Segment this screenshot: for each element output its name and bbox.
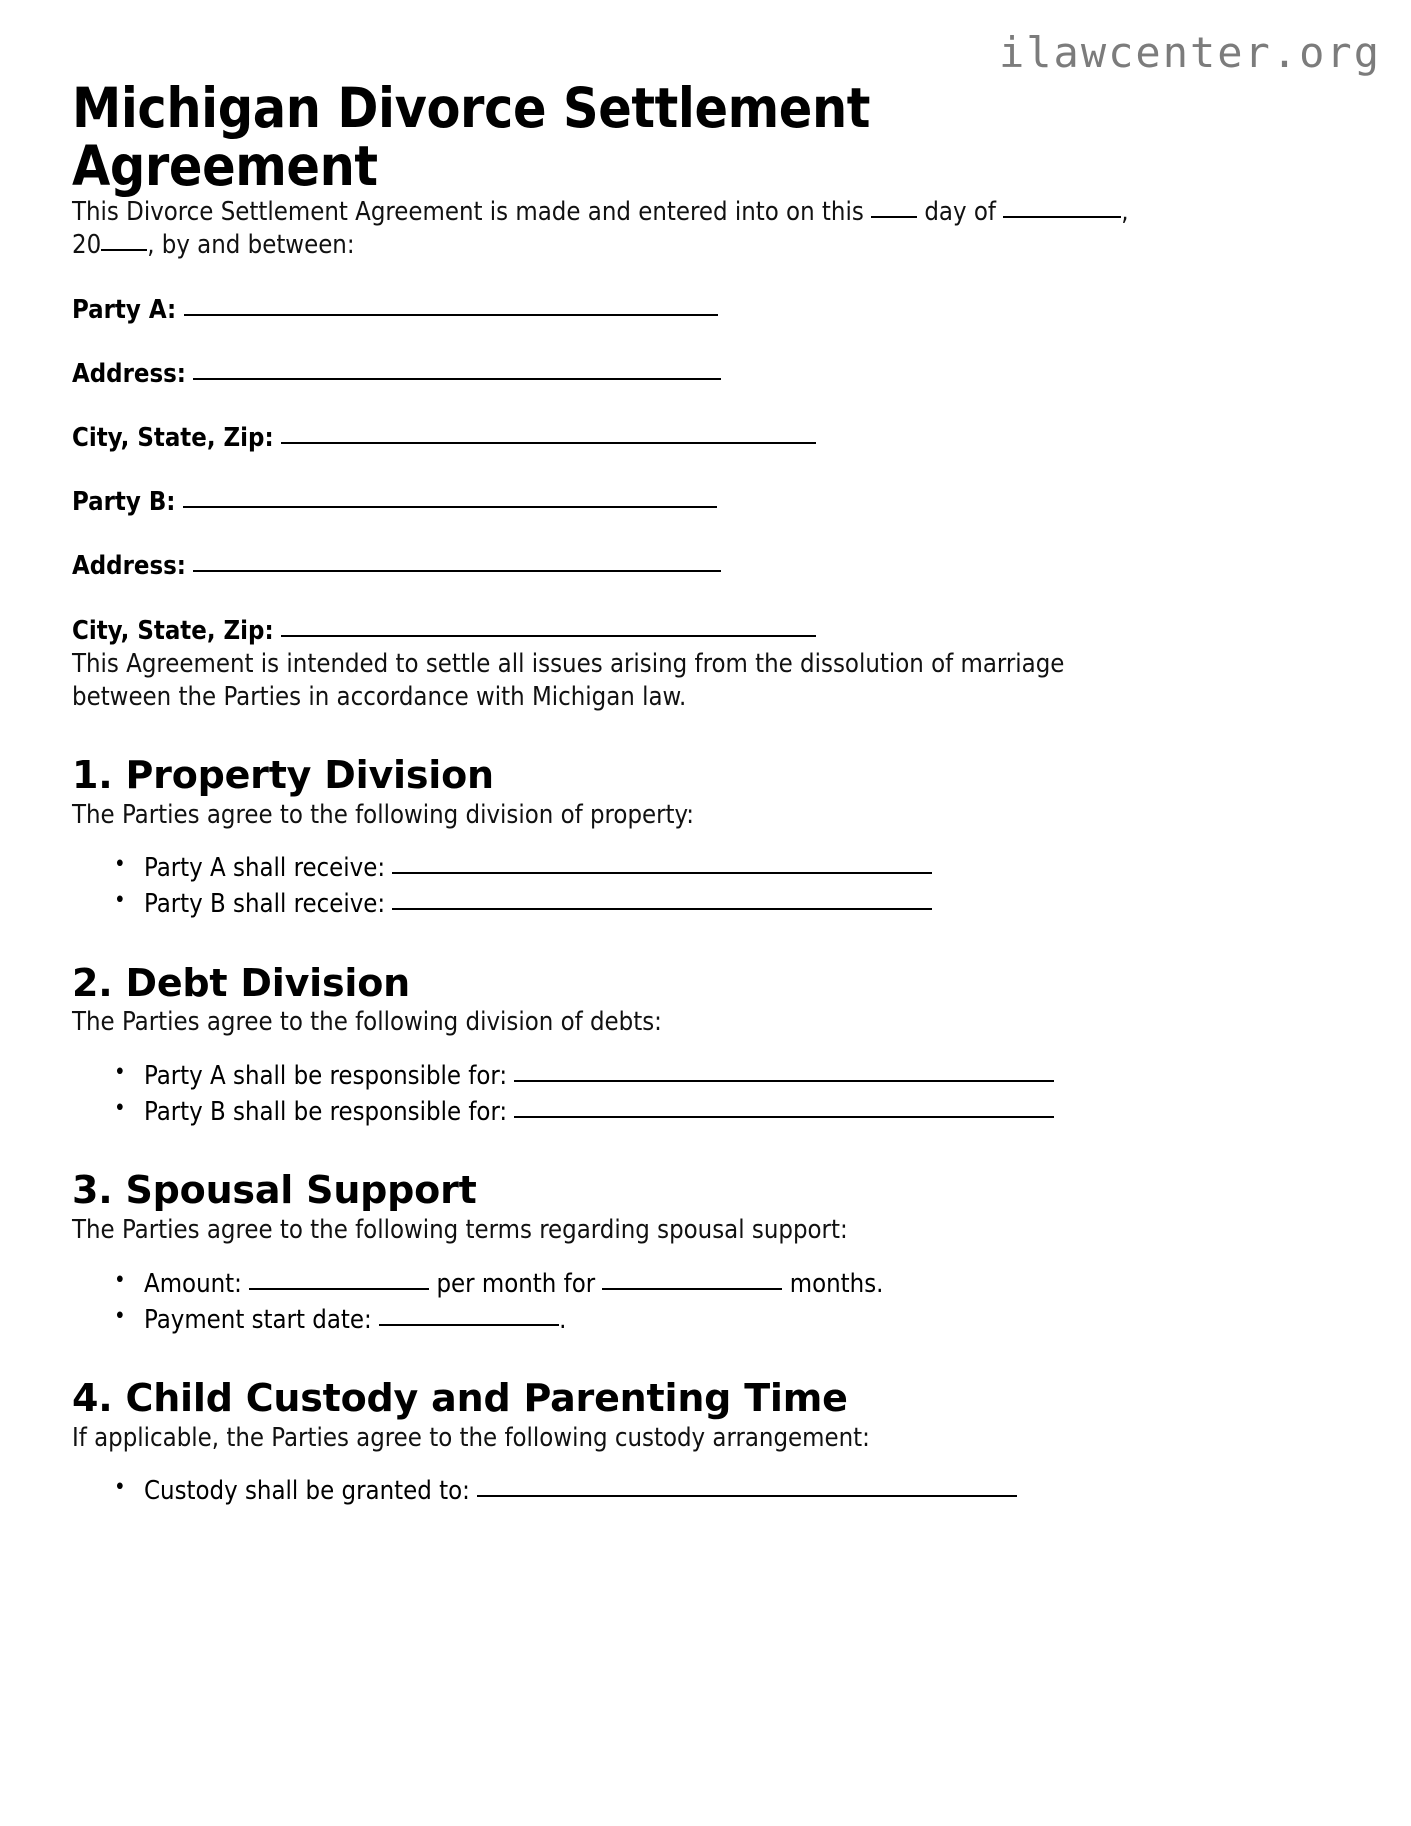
section-intro-spousal-support: The Parties agree to the following terms regarding spousal support: xyxy=(72,1214,848,1245)
bullet-label-party-b-debt: Party B shall be responsible for: xyxy=(144,1097,508,1128)
blank-party-b-receive[interactable] xyxy=(392,908,932,910)
blank-day xyxy=(871,216,917,218)
list-item xyxy=(114,1473,1339,1509)
intro-part4: , by and between: xyxy=(147,230,355,261)
bullet-list-child-custody xyxy=(72,1473,1339,1509)
blank-address-b[interactable] xyxy=(193,570,721,572)
intro-paragraph xyxy=(72,196,1162,263)
blank-party-a-debt[interactable] xyxy=(514,1080,1054,1082)
section-heading-debt-division: 2. Debt Division xyxy=(72,960,410,1005)
bullet-list-spousal-support xyxy=(72,1266,1339,1338)
bullet-tail-months: months. xyxy=(789,1268,884,1299)
blank-party-b[interactable] xyxy=(183,506,717,508)
field-label-address-a: Address: xyxy=(72,358,186,389)
blank-citystatezip-a[interactable] xyxy=(281,442,816,444)
bullet-list-property-division xyxy=(72,850,1339,922)
field-citystatezip-a xyxy=(72,422,1339,455)
field-label-party-a: Party A: xyxy=(72,294,177,325)
field-label-citystatezip-a: City, State, Zip: xyxy=(72,423,274,454)
blank-party-b-debt[interactable] xyxy=(514,1116,1054,1118)
blank-amount[interactable] xyxy=(249,1288,429,1290)
section-heading-property-division: 1. Property Division xyxy=(72,752,494,797)
bullet-list-debt-division xyxy=(72,1058,1339,1130)
bullet-label-custody-granted: Custody shall be granted to: xyxy=(144,1476,470,1507)
intro-part2: day of xyxy=(917,196,1004,227)
site-watermark: ilawcenter.org xyxy=(998,28,1381,77)
blank-party-a[interactable] xyxy=(184,314,718,316)
field-label-citystatezip-b: City, State, Zip: xyxy=(72,615,274,646)
blank-month xyxy=(1003,216,1121,218)
bullet-tail-period: . xyxy=(559,1304,567,1335)
blank-address-a[interactable] xyxy=(193,378,721,380)
bullet-label-party-a-receive: Party A shall receive: xyxy=(144,853,386,884)
list-item xyxy=(114,1266,1339,1302)
section-intro-debt-division: The Parties agree to the following division of debts: xyxy=(72,1007,662,1038)
bullet-label-amount: Amount: xyxy=(144,1268,242,1299)
field-label-address-b: Address: xyxy=(72,551,186,582)
list-item xyxy=(114,1058,1339,1094)
field-party-b xyxy=(72,486,1339,519)
field-party-a xyxy=(72,294,1339,327)
section-heading-child-custody: 4. Child Custody and Parenting Time xyxy=(72,1375,848,1420)
page-title: Michigan Divorce Settlement Agreement xyxy=(72,76,871,198)
bullet-label-party-b-receive: Party B shall receive: xyxy=(144,889,386,920)
field-address-a xyxy=(72,358,1339,391)
blank-custody-granted[interactable] xyxy=(477,1495,1017,1497)
bullet-label-party-a-debt: Party A shall be responsible for: xyxy=(144,1060,508,1091)
blank-year xyxy=(101,249,147,251)
field-label-party-b: Party B: xyxy=(72,487,176,518)
field-citystatezip-b xyxy=(72,615,1339,648)
section-heading-spousal-support: 3. Spousal Support xyxy=(72,1168,477,1213)
list-item xyxy=(114,1094,1339,1130)
blank-months-count[interactable] xyxy=(602,1288,782,1290)
intro-part1: This Divorce Settlement Agreement is made and entered into on this xyxy=(72,196,872,227)
blank-citystatezip-b[interactable] xyxy=(281,635,816,637)
field-address-b xyxy=(72,550,1339,583)
intro-part3: , 20 xyxy=(72,196,1129,261)
bullet-label-payment-start: Payment start date: xyxy=(144,1304,372,1335)
blank-party-a-receive[interactable] xyxy=(392,872,932,874)
list-item xyxy=(114,886,1339,922)
blank-payment-start-date[interactable] xyxy=(379,1324,559,1326)
section-intro-property-division: The Parties agree to the following division of property: xyxy=(72,799,694,830)
section-intro-child-custody: If applicable, the Parties agree to the following custody arrangement: xyxy=(72,1422,870,1453)
settlement-statement: This Agreement is intended to settle all issues arising from the dissolution of marriage between the Parties in accordance with Michigan law. xyxy=(72,648,1065,713)
bullet-mid-per-month: per month for xyxy=(436,1268,596,1299)
list-item xyxy=(114,850,1339,886)
list-item xyxy=(114,1302,1339,1338)
